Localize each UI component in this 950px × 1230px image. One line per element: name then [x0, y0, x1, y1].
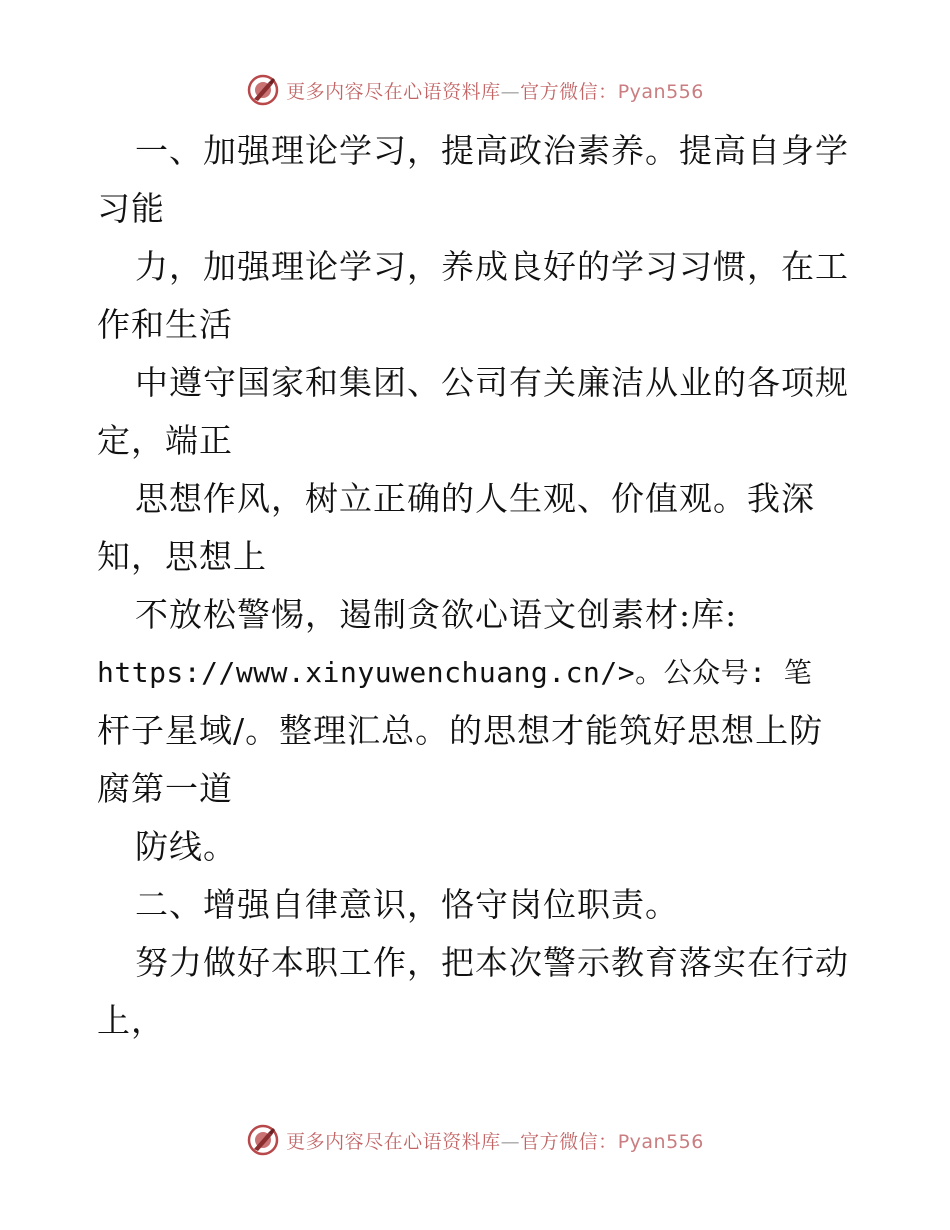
watermark-text: 更多内容尽在心语资料库—官方微信：Pyan556	[286, 80, 704, 103]
text-line: 思想作风，树立正确的人生观、价值观。我深	[135, 479, 815, 518]
text-line: 中遵守国家和集团、公司有关廉洁从业的各项规	[135, 363, 849, 402]
text-line: 防线。	[135, 827, 237, 866]
brand-logo-icon	[246, 73, 280, 107]
watermark-text: 更多内容尽在心语资料库—官方微信：Pyan556	[286, 1130, 704, 1153]
text-line: 杆子星域/。整理汇总。的思想才能筑好思想上防	[97, 711, 824, 750]
text-line: 力，加强理论学习，养成良好的学习习惯，在工	[135, 247, 849, 286]
text-line: 习能	[97, 189, 165, 228]
document-body	[97, 122, 857, 1050]
text-line: 作和生活	[97, 305, 233, 344]
text-line: 二、增强自律意识，恪守岗位职责。	[135, 885, 679, 924]
text-line: https://www.xinyuwenchuang.cn/>。公众号: 笔	[97, 656, 813, 689]
text-line: 腐第一道	[97, 769, 233, 808]
header-watermark	[0, 72, 950, 108]
text-line: 定，端正	[97, 421, 233, 460]
text-line: 不放松警惕，遏制贪欲心语文创素材:库:	[135, 595, 738, 634]
text-line: 知，思想上	[97, 537, 267, 576]
text-line: 努力做好本职工作，把本次警示教育落实在行动	[135, 943, 849, 982]
brand-logo-icon	[246, 1123, 280, 1157]
footer-watermark	[0, 1122, 950, 1158]
text-line: 上，	[97, 1001, 165, 1040]
text-line: 一、加强理论学习，提高政治素养。提高自身学	[135, 131, 849, 170]
